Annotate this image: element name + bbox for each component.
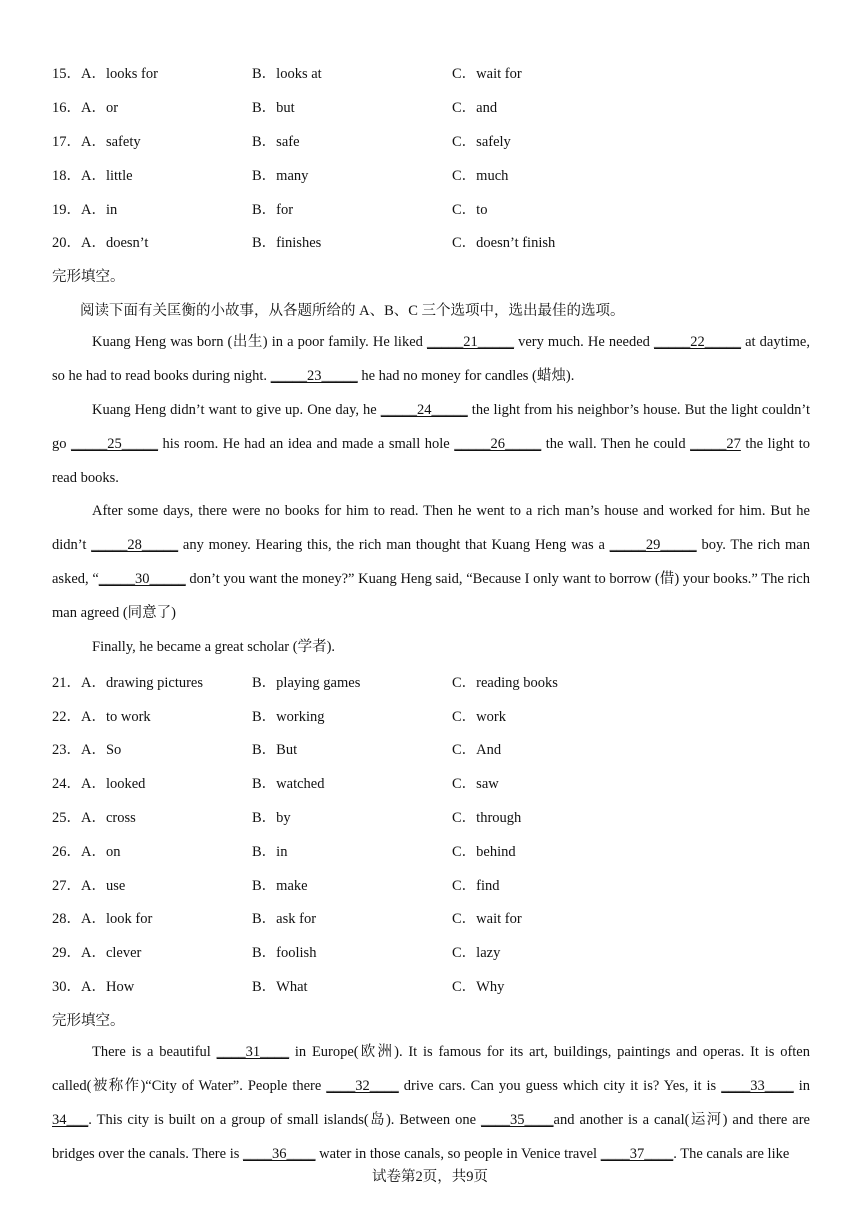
option-b[interactable]: B．looks at bbox=[252, 66, 322, 83]
option-b[interactable]: B．make bbox=[252, 877, 308, 894]
option-b[interactable]: B．in bbox=[252, 843, 288, 860]
option-c[interactable]: C．doesn’t finish bbox=[452, 235, 556, 252]
option-b[interactable]: B．watched bbox=[252, 776, 325, 793]
question-options-row bbox=[52, 732, 810, 766]
passage-paragraph-4: Finally, he became a great scholar (学者). bbox=[92, 638, 336, 655]
question-number: 26． bbox=[52, 843, 81, 860]
section-heading-2: 完形填空。 bbox=[52, 1012, 125, 1029]
options-set-1 bbox=[52, 56, 810, 259]
blank-35[interactable]: ____35____ bbox=[481, 1111, 554, 1128]
options-set-2 bbox=[52, 664, 810, 1002]
option-c[interactable]: C．lazy bbox=[452, 945, 501, 962]
option-b[interactable]: B．But bbox=[252, 742, 298, 759]
option-c[interactable]: C．work bbox=[452, 708, 506, 725]
question-options-row bbox=[52, 800, 810, 834]
blank-34[interactable]: 34___ bbox=[52, 1111, 89, 1128]
option-b[interactable]: B．safe bbox=[252, 133, 300, 150]
passage-paragraph-3: After some days, there were no books for him to read. Then he went to a rich man’s house and worked for him. But he didn’t _____28_____ any money. Hearing this, the rich man thought that Kuang Heng was a _____29_____ boy. The rich man asked, “_____30_____ don’t you want the money?” Kuang Heng said, “Because I only want to borrow (借) your books.” The rich man agreed (同意了) bbox=[52, 503, 810, 621]
option-a[interactable]: A．How bbox=[81, 978, 135, 995]
question-number: 20． bbox=[52, 235, 81, 252]
blank-30[interactable]: _____30_____ bbox=[98, 570, 186, 587]
option-a[interactable]: A．safety bbox=[81, 133, 141, 150]
question-options-row bbox=[52, 664, 810, 698]
option-a[interactable]: A．little bbox=[81, 167, 133, 184]
option-b[interactable]: B．playing games bbox=[252, 674, 361, 691]
question-options-row bbox=[52, 766, 810, 800]
blank-27[interactable]: _____27 bbox=[690, 435, 741, 452]
option-a[interactable]: A．clever bbox=[81, 945, 142, 962]
option-b[interactable]: B．finishes bbox=[252, 235, 322, 252]
blank-28[interactable]: _____28_____ bbox=[91, 537, 179, 554]
option-b[interactable]: B．working bbox=[252, 708, 325, 725]
option-b[interactable]: B．by bbox=[252, 809, 291, 826]
option-c[interactable]: C．Why bbox=[452, 978, 505, 995]
question-number: 29． bbox=[52, 945, 81, 962]
question-number: 22． bbox=[52, 708, 81, 725]
blank-36[interactable]: ____36____ bbox=[243, 1145, 316, 1162]
question-options-row bbox=[52, 969, 810, 1003]
question-options-row bbox=[52, 698, 810, 732]
option-a[interactable]: A．looks for bbox=[81, 66, 158, 83]
option-a[interactable]: A．or bbox=[81, 100, 119, 117]
page-footer: 试卷第2页，共9页 bbox=[372, 1169, 488, 1185]
exam-page bbox=[52, 56, 810, 1171]
question-options-row bbox=[52, 833, 810, 867]
question-options-row bbox=[52, 90, 810, 124]
option-b[interactable]: B．What bbox=[252, 978, 308, 995]
blank-22[interactable]: _____22_____ bbox=[654, 334, 742, 351]
option-a[interactable]: A．on bbox=[81, 843, 121, 860]
question-options-row bbox=[52, 225, 810, 259]
question-number: 17． bbox=[52, 133, 81, 150]
question-number: 16． bbox=[52, 100, 81, 117]
question-number: 15． bbox=[52, 66, 81, 83]
question-options-row bbox=[52, 191, 810, 225]
question-options-row bbox=[52, 935, 810, 969]
question-options-row bbox=[52, 56, 810, 90]
option-c[interactable]: C．behind bbox=[452, 843, 516, 860]
option-c[interactable]: C．much bbox=[452, 167, 509, 184]
option-b[interactable]: B．but bbox=[252, 100, 295, 117]
blank-29[interactable]: _____29_____ bbox=[609, 537, 697, 554]
option-c[interactable]: C．to bbox=[452, 201, 488, 218]
option-b[interactable]: B．for bbox=[252, 201, 294, 218]
blank-31[interactable]: ____31____ bbox=[216, 1044, 290, 1061]
question-options-row bbox=[52, 124, 810, 158]
option-c[interactable]: C．wait for bbox=[452, 911, 522, 928]
question-number: 27． bbox=[52, 877, 81, 894]
blank-21[interactable]: _____21_____ bbox=[426, 334, 514, 351]
option-a[interactable]: A．doesn’t bbox=[81, 235, 149, 252]
passage-paragraph-2: Kuang Heng didn’t want to give up. One day, he _____24_____ the light from his neighbor’s house. But the light couldn’t go _____25_____ his room. He had an idea and made a small hole _____26_____ the wall. Then he could _____27 the light to read books. bbox=[52, 394, 810, 495]
blank-37[interactable]: ____37____ bbox=[600, 1145, 674, 1162]
option-a[interactable]: A．looked bbox=[81, 776, 146, 793]
blank-33[interactable]: ____33____ bbox=[721, 1077, 794, 1094]
section-heading: 完形填空。 bbox=[52, 269, 125, 286]
option-a[interactable]: A．look for bbox=[81, 911, 153, 928]
question-options-row bbox=[52, 157, 810, 191]
instructions-text: 阅读下面有关匡衡的小故事，从各题所给的 A、B、C 三个选项中，选出最佳的选项。 bbox=[80, 302, 625, 319]
option-c[interactable]: C．and bbox=[452, 100, 498, 117]
option-c[interactable]: C．through bbox=[452, 809, 522, 826]
question-options-row bbox=[52, 867, 810, 901]
option-b[interactable]: B．many bbox=[252, 167, 309, 184]
option-c[interactable]: C．And bbox=[452, 742, 502, 759]
question-number: 23． bbox=[52, 742, 81, 759]
blank-32[interactable]: ____32____ bbox=[326, 1077, 399, 1094]
passage2-paragraph-1: There is a beautiful ____31____ in Europe(欧洲). It is famous for its art, buildings, paintings and operas. It is often called(被称作)“City of Water”. People there ____32____ drive cars. Can you guess which city it is? Yes, it is ____33____ in 34___. This city is built on a group of small islands(岛). Between one ____35____and another is a canal(运河) and there are bridges over the canals. There is ____36____ water in those canals, so people in Venice travel ____37____. The canals are like bbox=[52, 1036, 810, 1171]
option-a[interactable]: A．drawing pictures bbox=[81, 674, 204, 691]
option-a[interactable]: A．So bbox=[81, 742, 122, 759]
option-b[interactable]: B．ask for bbox=[252, 911, 317, 928]
option-a[interactable]: A．in bbox=[81, 201, 118, 218]
option-c[interactable]: C．wait for bbox=[452, 66, 522, 83]
option-a[interactable]: A．use bbox=[81, 877, 126, 894]
question-number: 28． bbox=[52, 911, 81, 928]
question-options-row bbox=[52, 901, 810, 935]
question-number: 19． bbox=[52, 201, 81, 218]
blank-25[interactable]: _____25_____ bbox=[71, 435, 159, 452]
passage-paragraph-1: Kuang Heng was born (出生) in a poor family. He liked _____21_____ very much. He needed _____22_____ at daytime, so he had to read books during night. _____23_____ he had no money for candles (蜡烛). bbox=[52, 326, 810, 394]
option-a[interactable]: A．cross bbox=[81, 809, 136, 826]
question-number: 21． bbox=[52, 674, 81, 691]
option-c[interactable]: C．saw bbox=[452, 776, 499, 793]
question-number: 24． bbox=[52, 776, 81, 793]
blank-26[interactable]: _____26_____ bbox=[454, 435, 542, 452]
blank-24[interactable]: _____24_____ bbox=[380, 401, 468, 418]
option-c[interactable]: C．find bbox=[452, 877, 500, 894]
question-number: 18． bbox=[52, 167, 81, 184]
question-number: 25． bbox=[52, 809, 81, 826]
option-c[interactable]: C．reading books bbox=[452, 674, 558, 691]
option-b[interactable]: B．foolish bbox=[252, 945, 317, 962]
blank-23[interactable]: _____23_____ bbox=[270, 368, 358, 385]
option-a[interactable]: A．to work bbox=[81, 708, 151, 725]
question-number: 30． bbox=[52, 978, 81, 995]
section-instructions bbox=[52, 293, 810, 327]
option-c[interactable]: C．safely bbox=[452, 133, 511, 150]
